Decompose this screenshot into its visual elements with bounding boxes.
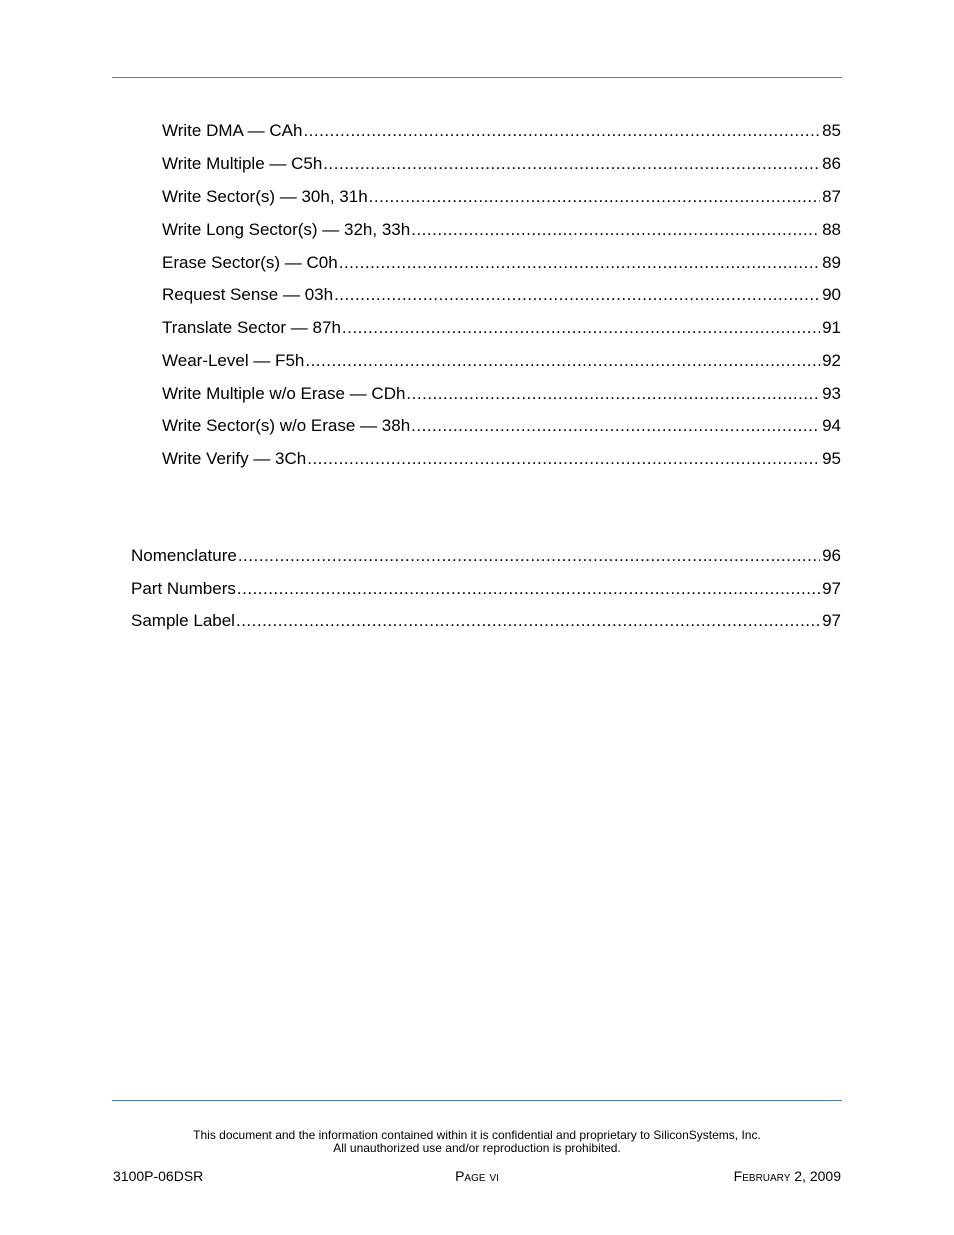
toc-entry-page: 93 xyxy=(822,384,841,403)
toc-entry[interactable] xyxy=(162,317,841,339)
document-date: February 2, 2009 xyxy=(733,1168,841,1184)
toc-entry-page: 95 xyxy=(822,449,841,468)
toc-entry[interactable] xyxy=(162,448,841,470)
notice-line-2: All unauthorized use and/or reproduction is prohibited. xyxy=(333,1141,621,1155)
toc-leader-dots xyxy=(369,186,820,208)
page-number: Page vi xyxy=(455,1168,499,1184)
toc-leader-dots xyxy=(307,448,820,470)
toc-entry[interactable] xyxy=(131,578,841,600)
toc-entry-page: 88 xyxy=(822,220,841,239)
toc-entry-page: 85 xyxy=(822,121,841,140)
toc-leader-dots xyxy=(303,120,820,142)
toc-entry-title: Nomenclature xyxy=(131,546,237,565)
toc-entry[interactable] xyxy=(162,219,841,241)
toc-leader-dots xyxy=(238,545,820,567)
toc-entry[interactable] xyxy=(162,415,841,437)
toc-entry-page: 92 xyxy=(822,351,841,370)
toc-entry[interactable] xyxy=(162,350,841,372)
toc-entry-title: Write DMA — CAh xyxy=(162,121,303,140)
toc-entry-title: Write Sector(s) w/o Erase — 38h xyxy=(162,416,411,435)
toc-leader-dots xyxy=(411,219,820,241)
document-number: 3100P-06DSR xyxy=(113,1168,204,1184)
toc-entry-title: Request Sense — 03h xyxy=(162,285,334,304)
toc-leader-dots xyxy=(342,317,820,339)
toc-entry-title: Write Multiple — C5h xyxy=(162,154,323,173)
toc-entry[interactable] xyxy=(162,252,841,274)
toc-entry-title: Wear-Level — F5h xyxy=(162,351,305,370)
toc-entry-page: 94 xyxy=(822,416,841,435)
toc-entry-page: 89 xyxy=(822,253,841,272)
toc-entry-page: 97 xyxy=(822,611,841,630)
toc-leader-dots xyxy=(237,578,820,600)
toc-leader-dots xyxy=(236,610,820,632)
toc-entry[interactable] xyxy=(131,610,841,632)
notice-line-1: This document and the information contained within it is confidential and proprietary to SiliconSystems, Inc. xyxy=(193,1128,761,1142)
toc-entry-title: Translate Sector — 87h xyxy=(162,318,341,337)
toc-entry-page: 90 xyxy=(822,285,841,304)
confidentiality-notice xyxy=(0,1129,954,1155)
toc-entry-page: 96 xyxy=(822,546,841,565)
toc-leader-dots xyxy=(323,153,820,175)
toc-leader-dots xyxy=(334,284,820,306)
toc-entry[interactable] xyxy=(162,153,841,175)
toc-entry-page: 91 xyxy=(822,318,841,337)
toc-entry-title: Write Multiple w/o Erase — CDh xyxy=(162,384,406,403)
toc-leader-dots xyxy=(339,252,820,274)
toc-entry[interactable] xyxy=(162,284,841,306)
toc-leader-dots xyxy=(305,350,820,372)
header-rule xyxy=(112,77,842,78)
toc-entry-title: Sample Label xyxy=(131,611,235,630)
toc-entry[interactable] xyxy=(131,545,841,567)
toc-entry-title: Write Sector(s) — 30h, 31h xyxy=(162,187,368,206)
toc-entry-title: Write Verify — 3Ch xyxy=(162,449,307,468)
toc-entry-page: 97 xyxy=(822,579,841,598)
toc-entry-title: Erase Sector(s) — C0h xyxy=(162,253,338,272)
toc-entry[interactable] xyxy=(162,383,841,405)
toc-entry[interactable] xyxy=(162,186,841,208)
toc-entry-title: Part Numbers xyxy=(131,579,236,598)
toc-entry-page: 87 xyxy=(822,187,841,206)
toc-leader-dots xyxy=(411,415,820,437)
toc-entry[interactable] xyxy=(162,120,841,142)
toc-leader-dots xyxy=(406,383,820,405)
toc-entry-page: 86 xyxy=(822,154,841,173)
toc-entry-title: Write Long Sector(s) — 32h, 33h xyxy=(162,220,411,239)
footer-rule xyxy=(112,1100,842,1101)
